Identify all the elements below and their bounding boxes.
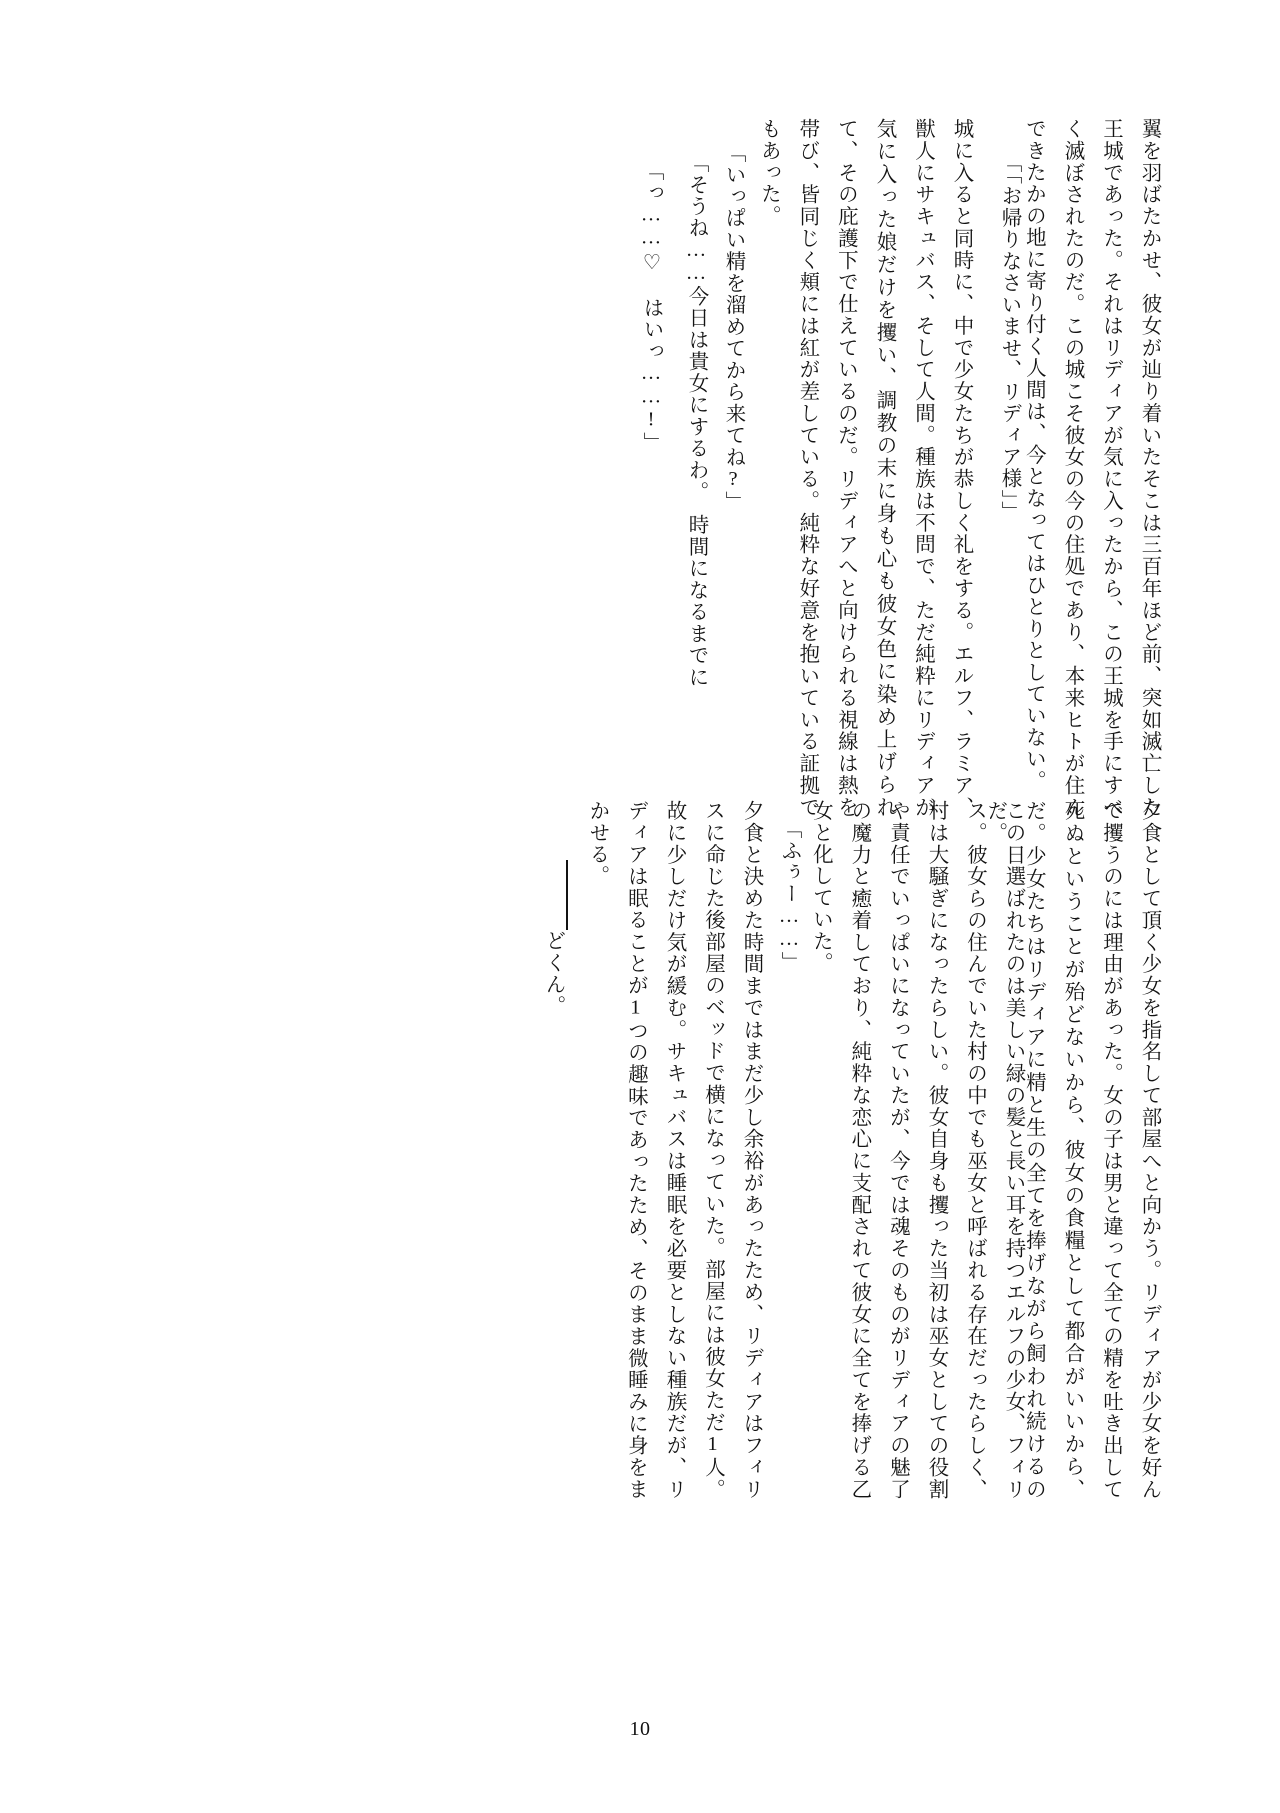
text-column-upper-6: 「っ……♡ はいっ……!」	[640, 160, 662, 454]
scene-break-dash	[542, 860, 568, 930]
text-column-upper-4: 「いっぱい精を溜めてから来てね?」	[722, 142, 744, 513]
page-number: 10	[629, 1718, 651, 1740]
text-column-lower-1: 夕食として頂く少女を指名して部屋へと向かう。リディアが少女を好んで攫うのには理由があった。女の子は男と違って全ての精を吐き出して死ぬということが殆どないから、彼女の食糧として都合がいいから、だ。少女たちはリディアに精と生の全てを捧げながら飼われ続けるのだ。	[983, 800, 1160, 1500]
text-column-upper-5: 「そうね……今日は貴女にするわ。 時間になるまでに	[685, 152, 707, 688]
text-column-lower-5: どくん。	[542, 930, 564, 1017]
text-column-lower-2: この日選ばれたのは美しい緑の髪と長い耳を持つエルフの少女、フィリス。彼女らの住んでいた村の中でも巫女と呼ばれる存在だったらしく、村は大騒ぎになったらしい。彼女自身も攫った当初は巫女としての役割や責任でいっぱいになっていたが、今では魂そのものがリディアの魅了の魔力と癒着しており、純粋な恋心に支配されて彼女に全てを捧げる乙女と化していた。	[809, 800, 1024, 1500]
text-column-upper-1: 翼を羽ばたかせ、彼女が辿り着いたそこは三百年ほど前、突如滅亡した王城であった。それはリディアが気に入ったから、この王城を手にすべく滅ぼされたのだ。この城こそ彼女の今の住処であり、本来ヒトが住んできたかの地に寄り付く人間は、今となってはひとりとしていない。	[1022, 118, 1160, 818]
text-column-lower-3: 「ふぅー……」	[778, 818, 800, 974]
text-column-upper-3: 城に入ると同時に、中で少女たちが恭しく礼をする。エルフ、ラミア、獣人にサキュバス、そして人間。種族は不問で、ただ純粋にリディアが気に入った娘だけを攫い、調教の末に身も心も彼女色に染め上げられて、その庇護下で仕えているのだ。リディアへと向けられる視線は熱を帯び、皆同じく頬には紅が差している。純粋な好意を抱いている証拠でもあった。	[757, 118, 972, 818]
text-column-lower-4: 夕食と決めた時間まではまだ少し余裕があったため、リディアはフィリスに命じた後部屋のベッドで横になっていた。部屋には彼女ただ1人。故に少しだけ気が緩む。サキュバスは睡眠を必要としない種族だが、リディアは眠ることが1つの趣味であったため、そのまま微睡みに身をまかせる。	[585, 800, 762, 1500]
text-column-upper-2: 「「お帰りなさいませ、リディア様」」	[998, 152, 1020, 523]
